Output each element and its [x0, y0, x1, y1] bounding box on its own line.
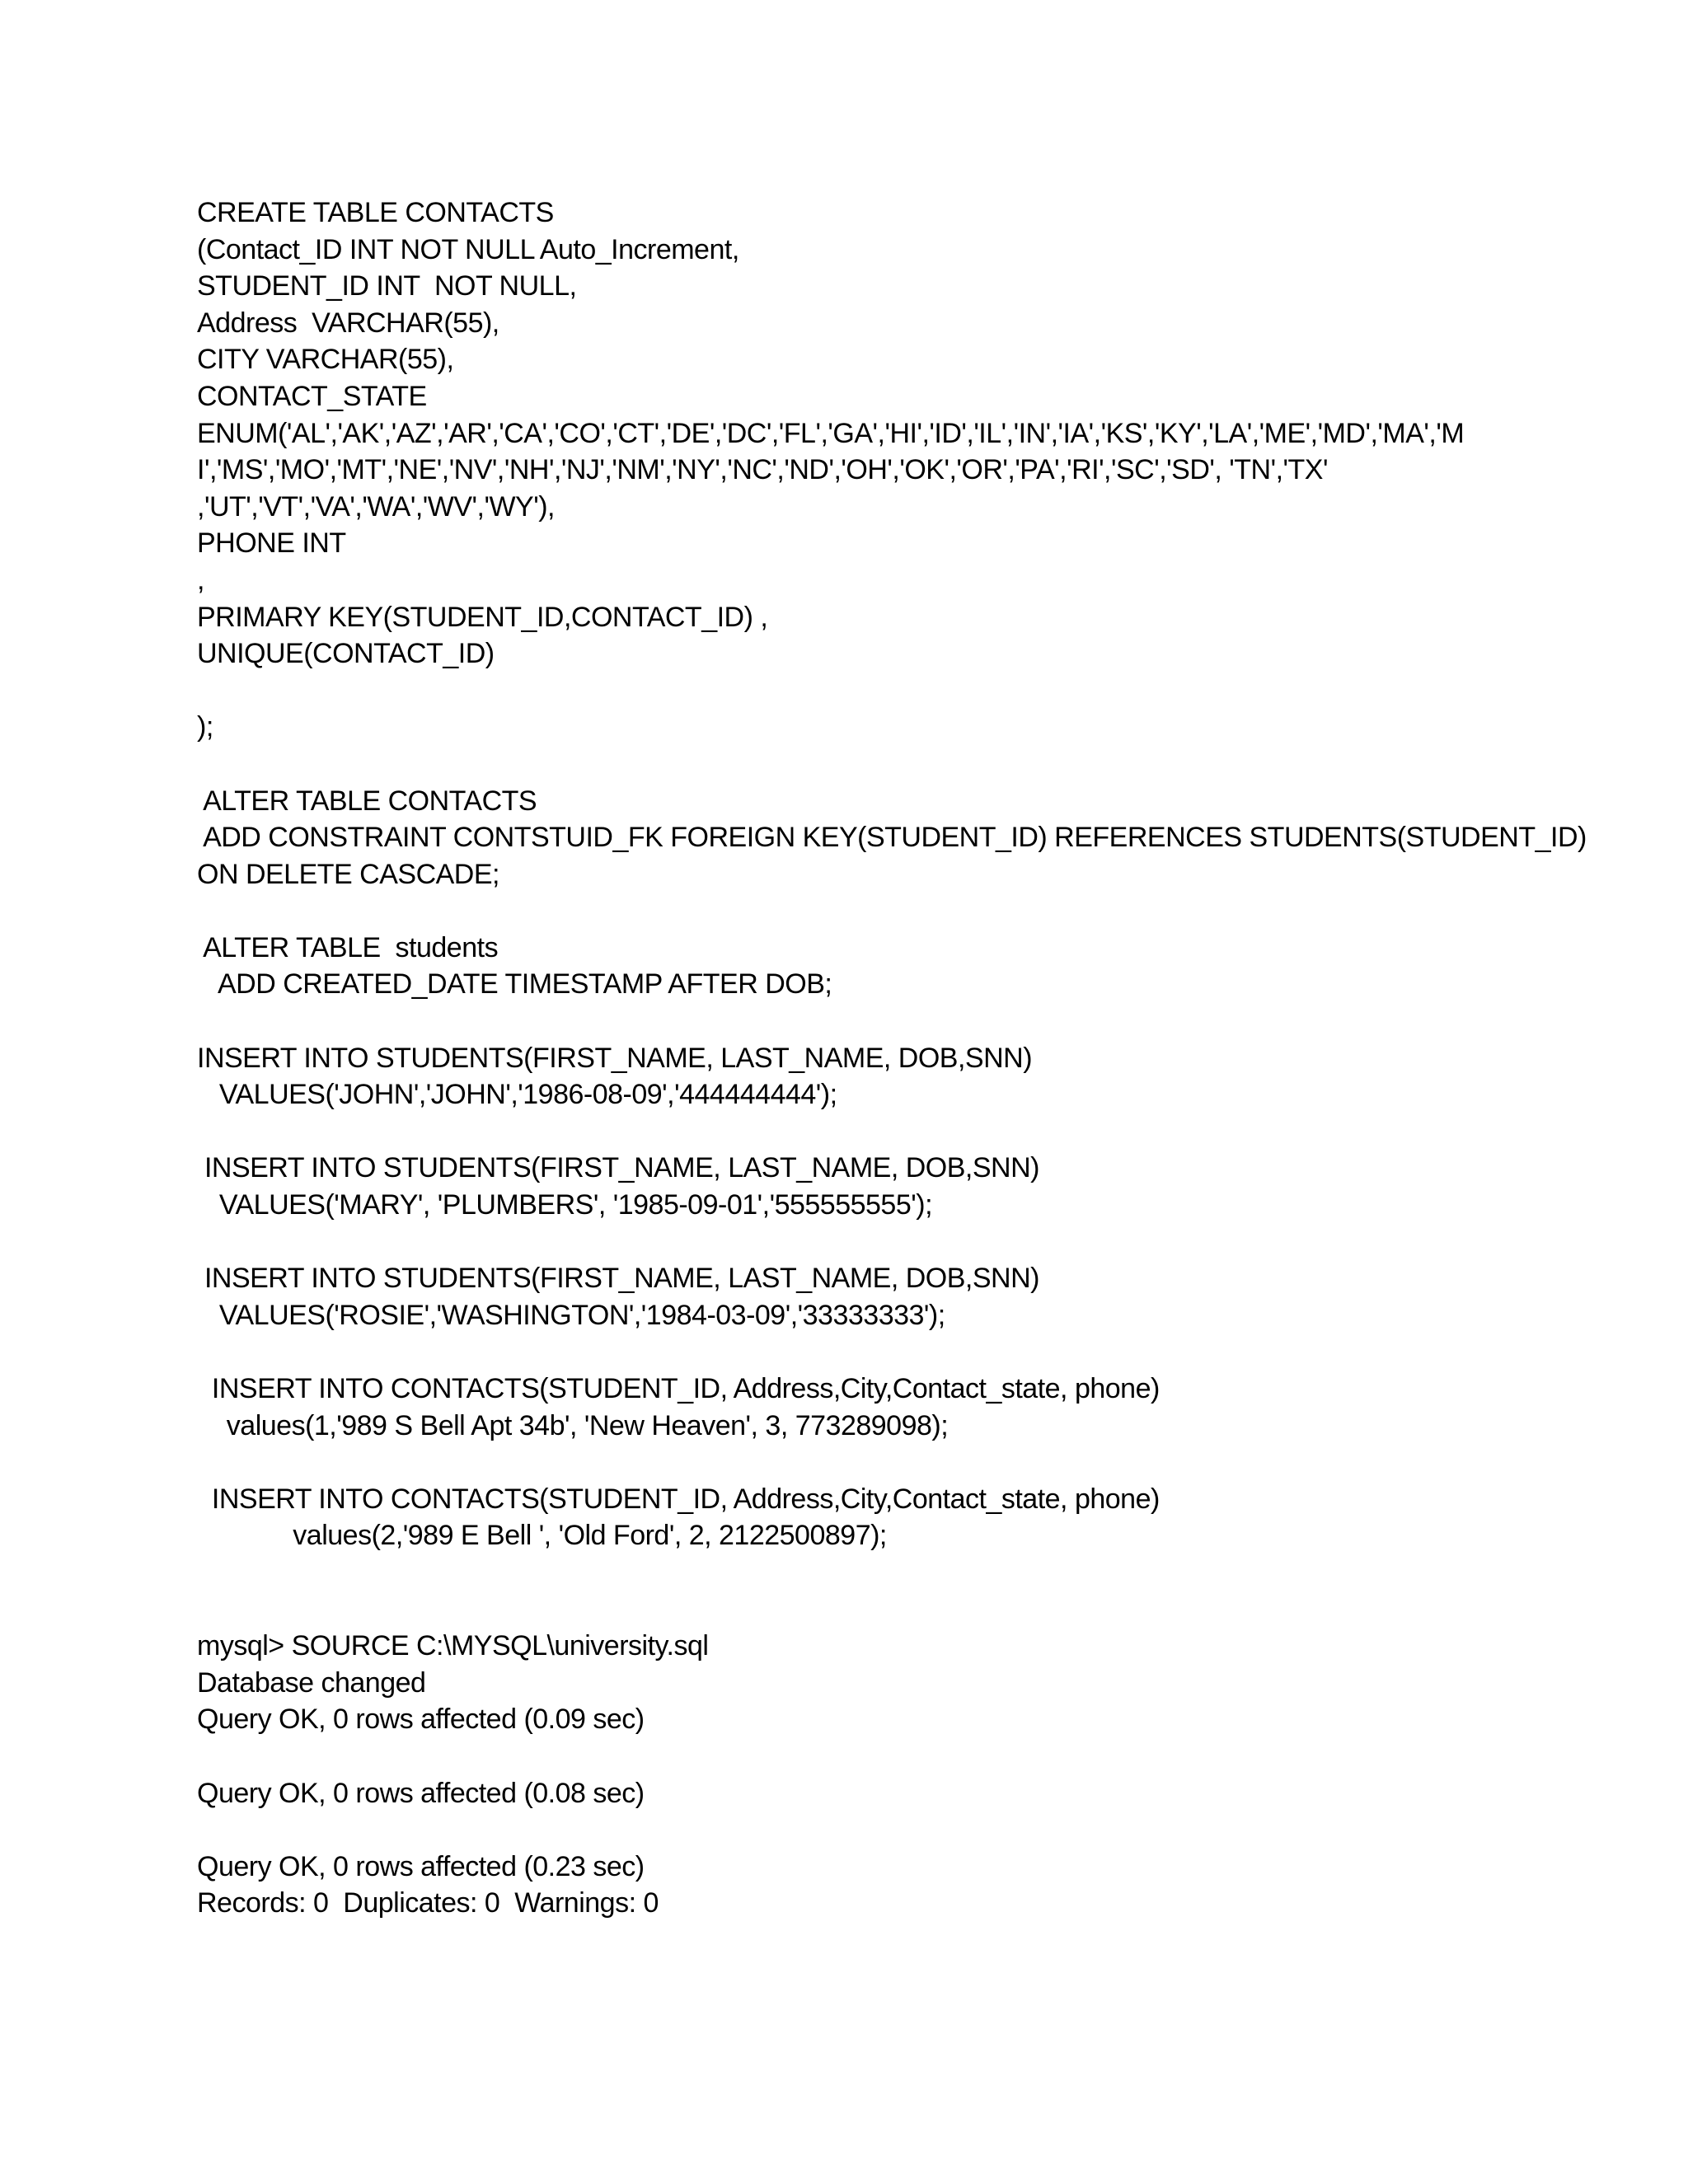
- code-line: I','MS','MO','MT','NE','NV','NH','NJ','NM','NY','NC','ND','OH','OK','OR','PA','RI','SC','SD', 'TN','TX': [197, 454, 1328, 486]
- console-line: Query OK, 0 rows affected (0.08 sec): [197, 1777, 645, 1809]
- code-line: values(2,'989 E Bell ', 'Old Ford', 2, 2122500897);: [197, 1520, 887, 1552]
- alter-contacts-block: [197, 783, 1598, 893]
- code-line: );: [197, 711, 213, 743]
- code-line: UNIQUE(CONTACT_ID): [197, 638, 495, 670]
- code-line: ALTER TABLE CONTACTS: [197, 785, 537, 817]
- insert-contact-block: [197, 1481, 1598, 1554]
- blank-line: [197, 1333, 1598, 1371]
- blank-line: [197, 1811, 1598, 1849]
- insert-student-block: [197, 1040, 1598, 1113]
- console-output-block: [197, 1775, 1598, 1812]
- code-line: ADD CONSTRAINT CONTSTUID_FK FOREIGN KEY(STUDENT_ID) REFERENCES STUDENTS(STUDENT_ID): [197, 822, 1587, 854]
- console-line: Database changed: [197, 1666, 426, 1699]
- code-line: ,'UT','VT','VA','WA','WV','WY'),: [197, 490, 555, 523]
- document-body: [197, 194, 1598, 1922]
- code-line: INSERT INTO STUDENTS(FIRST_NAME, LAST_NAME, DOB,SNN): [197, 1152, 1039, 1184]
- blank-line: [197, 1738, 1598, 1775]
- code-line: VALUES('ROSIE','WASHINGTON','1984-03-09','33333333');: [197, 1299, 945, 1331]
- code-line: ALTER TABLE students: [197, 931, 499, 963]
- blank-line: [197, 1224, 1598, 1261]
- console-line: Records: 0 Duplicates: 0 Warnings: 0: [197, 1887, 659, 1919]
- code-line: STUDENT_ID INT NOT NULL,: [197, 270, 577, 302]
- insert-contact-block: [197, 1371, 1598, 1444]
- code-line: ON DELETE CASCADE;: [197, 858, 499, 890]
- code-line: INSERT INTO STUDENTS(FIRST_NAME, LAST_NAME, DOB,SNN): [197, 1263, 1039, 1295]
- code-line: ADD CREATED_DATE TIMESTAMP AFTER DOB;: [197, 968, 832, 1001]
- code-line: PRIMARY KEY(STUDENT_ID,CONTACT_ID) ,: [197, 601, 768, 633]
- blank-line: [197, 1003, 1598, 1040]
- code-line: INSERT INTO STUDENTS(FIRST_NAME, LAST_NAME, DOB,SNN): [197, 1042, 1033, 1074]
- code-line: [197, 673, 1598, 710]
- code-line: CITY VARCHAR(55),: [197, 344, 454, 376]
- alter-students-block: [197, 930, 1598, 1003]
- code-line: CREATE TABLE CONTACTS: [197, 197, 554, 228]
- code-line: CONTACT_STATE: [197, 380, 427, 412]
- blank-line: [197, 1444, 1598, 1481]
- console-output-block: [197, 1849, 1598, 1922]
- code-line: ENUM('AL','AK','AZ','AR','CA','CO','CT','DE','DC','FL','GA','HI','ID','IL','IN','IA','KS','KY','LA','ME','MD','MA','M: [197, 417, 1465, 449]
- blank-line: [197, 1554, 1598, 1628]
- code-line: INSERT INTO CONTACTS(STUDENT_ID, Address,City,Contact_state, phone): [197, 1373, 1160, 1404]
- blank-line: [197, 893, 1598, 930]
- code-line: ,: [197, 564, 204, 596]
- code-line: Address VARCHAR(55),: [197, 307, 499, 339]
- console-output-block: [197, 1628, 1598, 1738]
- insert-student-block: [197, 1260, 1598, 1333]
- code-line: INSERT INTO CONTACTS(STUDENT_ID, Address,City,Contact_state, phone): [197, 1483, 1160, 1515]
- console-line: Query OK, 0 rows affected (0.09 sec): [197, 1704, 645, 1736]
- create-table-block: [197, 194, 1598, 746]
- console-line: Query OK, 0 rows affected (0.23 sec): [197, 1850, 645, 1882]
- code-line: VALUES('JOHN','JOHN','1986-08-09','444444444');: [197, 1079, 837, 1111]
- code-line: values(1,'989 S Bell Apt 34b', 'New Heaven', 3, 773289098);: [197, 1409, 949, 1441]
- insert-student-block: [197, 1150, 1598, 1223]
- code-line: (Contact_ID INT NOT NULL Auto_Increment,: [197, 233, 739, 265]
- code-line: PHONE INT: [197, 527, 346, 560]
- blank-line: [197, 746, 1598, 783]
- console-line: mysql> SOURCE C:\MYSQL\university.sql: [197, 1630, 709, 1662]
- code-line: VALUES('MARY', 'PLUMBERS', '1985-09-01','555555555');: [197, 1189, 933, 1221]
- blank-line: [197, 1113, 1598, 1151]
